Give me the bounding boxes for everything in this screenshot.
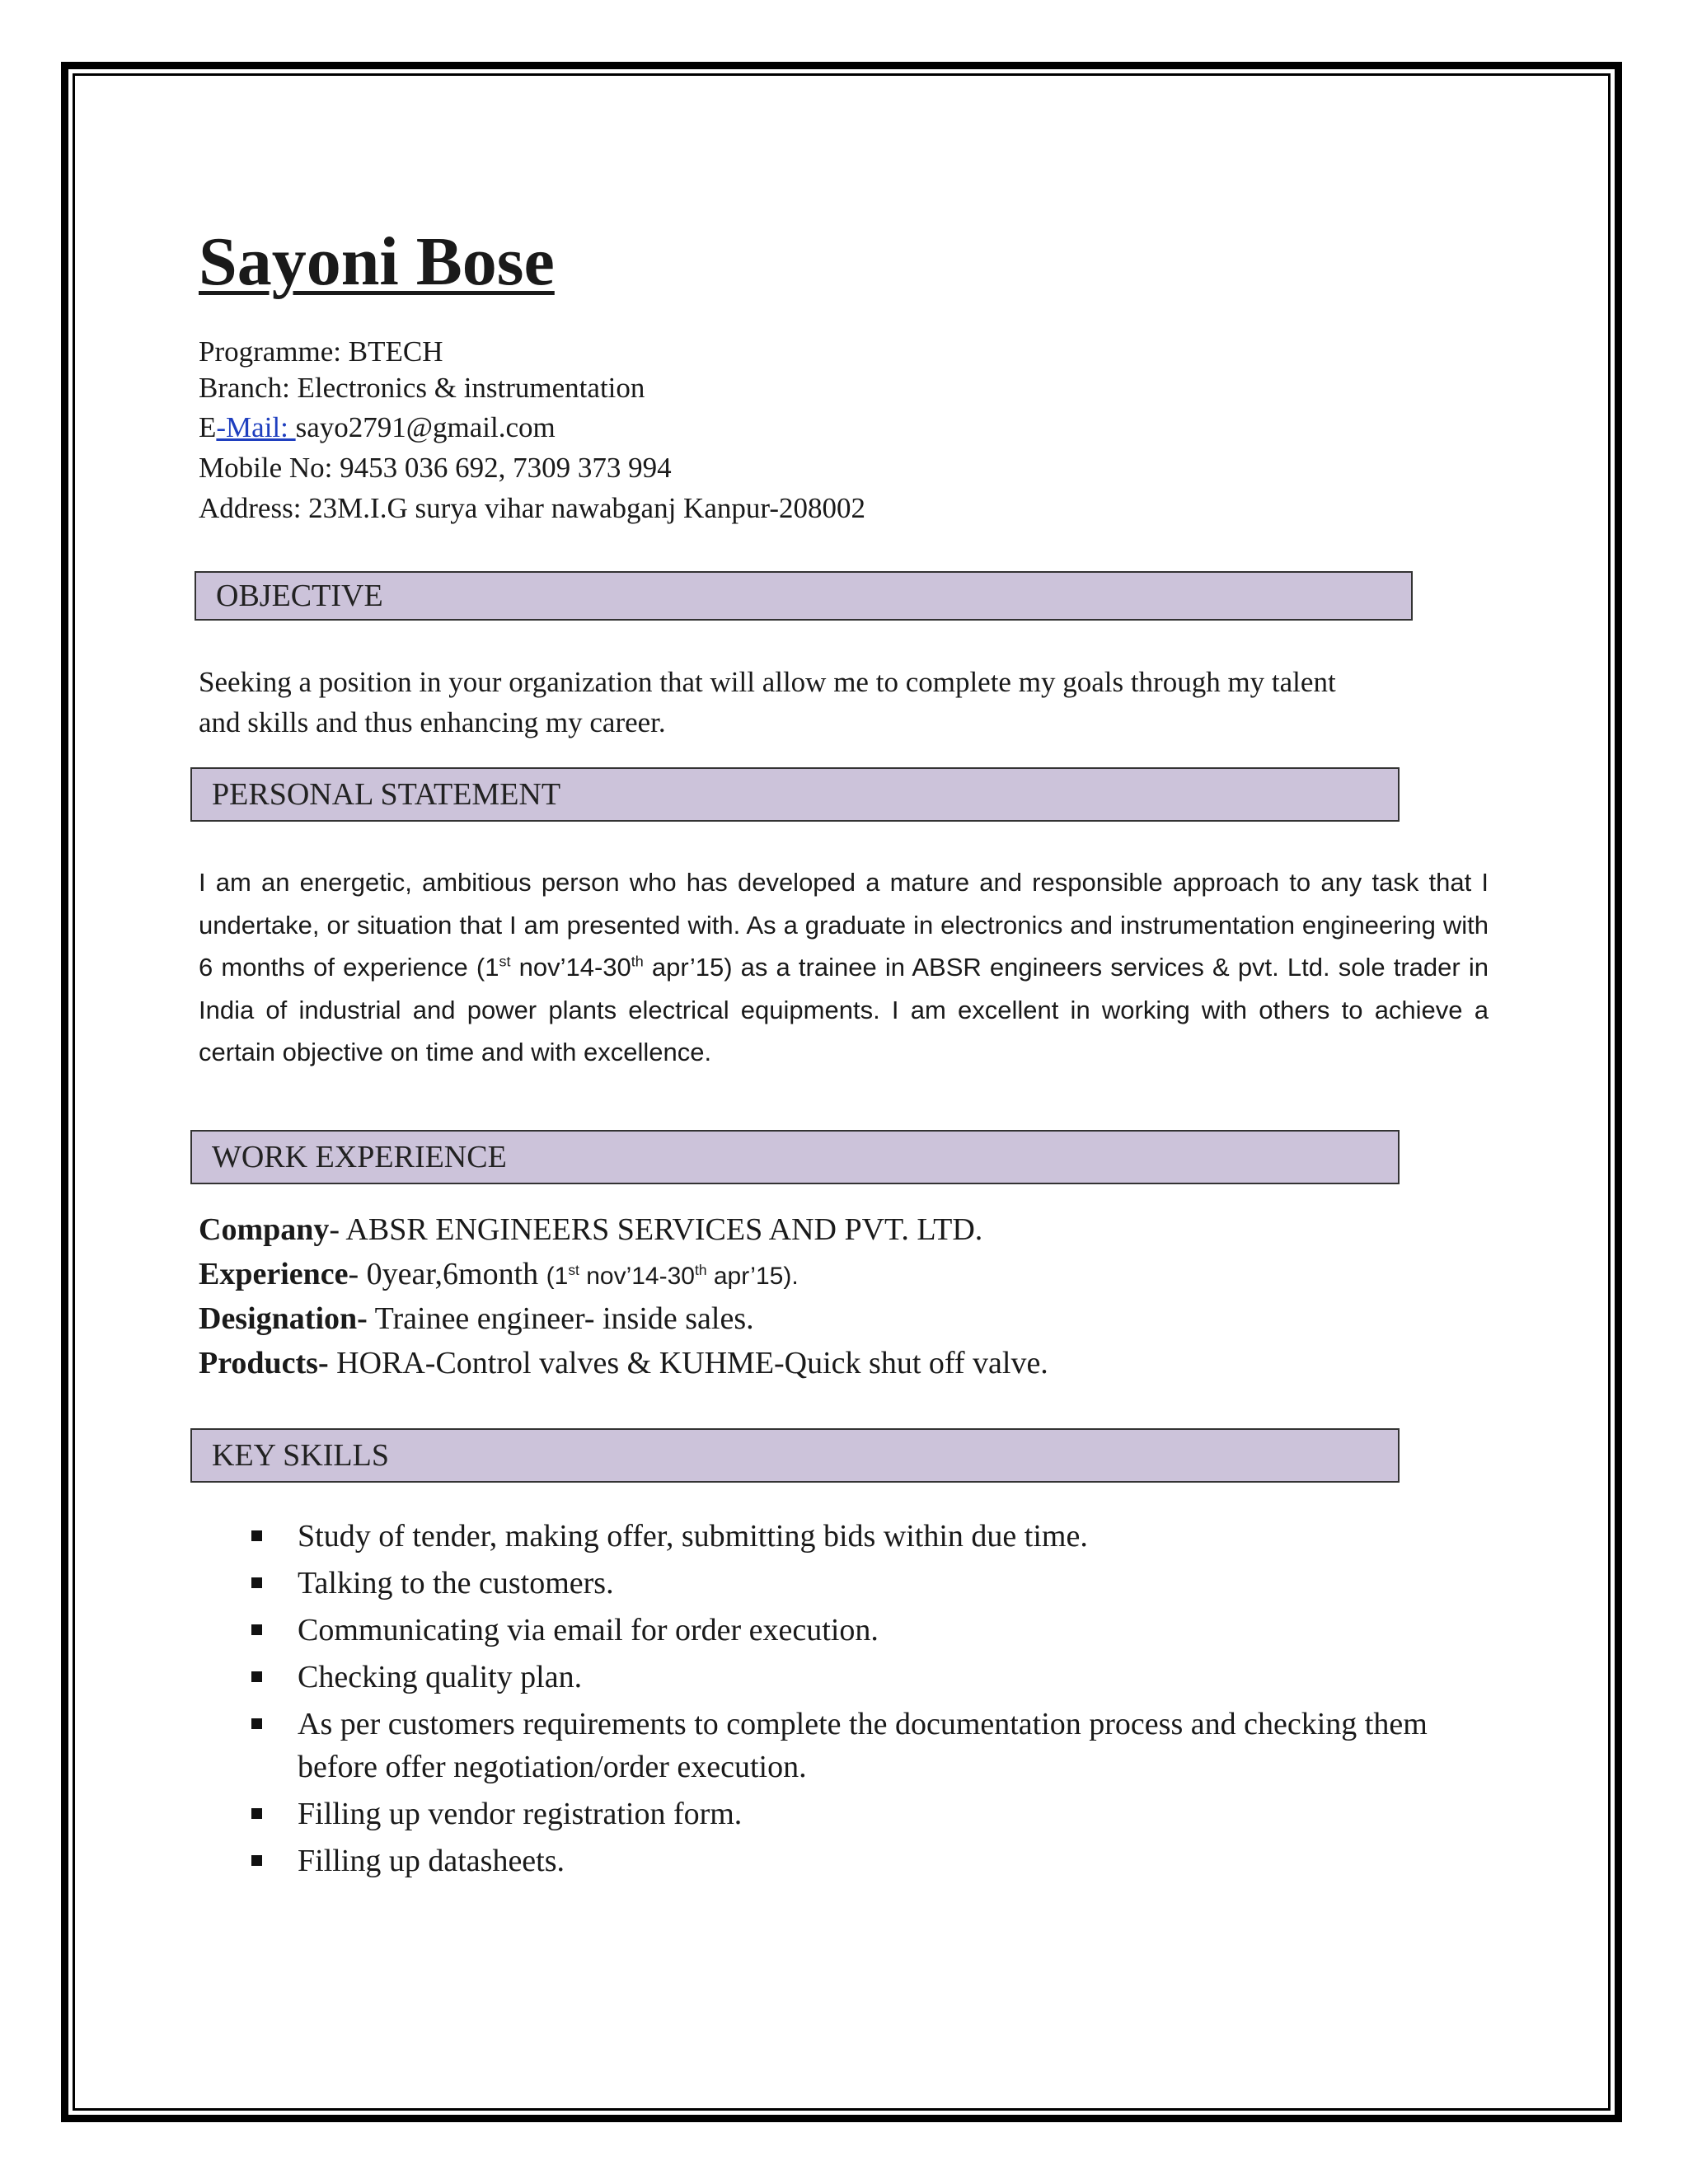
section-personal-statement: PERSONAL STATEMENT [190, 767, 1400, 822]
section-key-skills: KEY SKILLS [190, 1428, 1400, 1483]
work-products: Products- HORA-Control valves & KUHME-Quick shut off valve. [199, 1346, 1048, 1380]
address: Address: 23M.I.G surya vihar nawabganj Kanpur-208002 [199, 492, 865, 524]
square-bullet-icon [251, 1808, 262, 1819]
square-bullet-icon [251, 1718, 262, 1729]
key-skills-list [199, 1515, 1484, 1886]
square-bullet-icon [251, 1671, 262, 1682]
list-item: As per customers requirements to complete the documentation process and checking them before offer negotiation/order execution. [199, 1703, 1484, 1788]
work-designation: Designation- Trainee engineer- inside sales. [199, 1301, 754, 1336]
work-company: Company- ABSR ENGINEERS SERVICES AND PVT. LTD. [199, 1212, 983, 1247]
square-bullet-icon [251, 1530, 262, 1541]
objective-text [199, 662, 1435, 743]
candidate-name: Sayoni Bose [199, 223, 555, 300]
square-bullet-icon [251, 1855, 262, 1866]
work-experience-duration: Experience- 0year,6month (1st nov’14-30th apr’15). [199, 1257, 799, 1291]
list-item: Filling up vendor registration form. [199, 1793, 1484, 1835]
list-item: Communicating via email for order execution. [199, 1609, 1484, 1652]
objective-line-1: Seeking a position in your organization that will allow me to complete my goals through my talent [199, 666, 1336, 698]
programme: Programme: BTECH [199, 335, 443, 368]
email-line [199, 410, 556, 446]
square-bullet-icon [251, 1624, 262, 1635]
personal-statement-text: I am an energetic, ambitious person who has developed a mature and responsible approach to any task that I undertake, or situation that I am presented with. As a graduate in electronics and instrumentation engineering with 6 months of experience (1st nov’14-30th apr’15) as a trainee in ABSR engineers services & pvt. Ltd. sole trader in India of industrial and power plants electrical equipments. I am excellent in working with others to achieve a certain objective on time and with excellence. [199, 868, 1489, 1066]
section-work-experience: WORK EXPERIENCE [190, 1130, 1400, 1184]
branch: Branch: Electronics & instrumentation [199, 372, 645, 404]
list-item: Filling up datasheets. [199, 1840, 1484, 1882]
email-prefix: E [199, 411, 217, 443]
email-value: sayo2791@gmail.com [295, 411, 556, 443]
objective-line-2: and skills and thus enhancing my career. [199, 706, 666, 738]
square-bullet-icon [251, 1577, 262, 1588]
list-item: Checking quality plan. [199, 1656, 1484, 1699]
list-item: Study of tender, making offer, submitting bids within due time. [199, 1515, 1484, 1558]
section-objective: OBJECTIVE [195, 571, 1413, 621]
list-item: Talking to the customers. [199, 1562, 1484, 1605]
mobile-number: Mobile No: 9453 036 692, 7309 373 994 [199, 452, 672, 484]
email-link[interactable]: -Mail: [216, 411, 296, 443]
